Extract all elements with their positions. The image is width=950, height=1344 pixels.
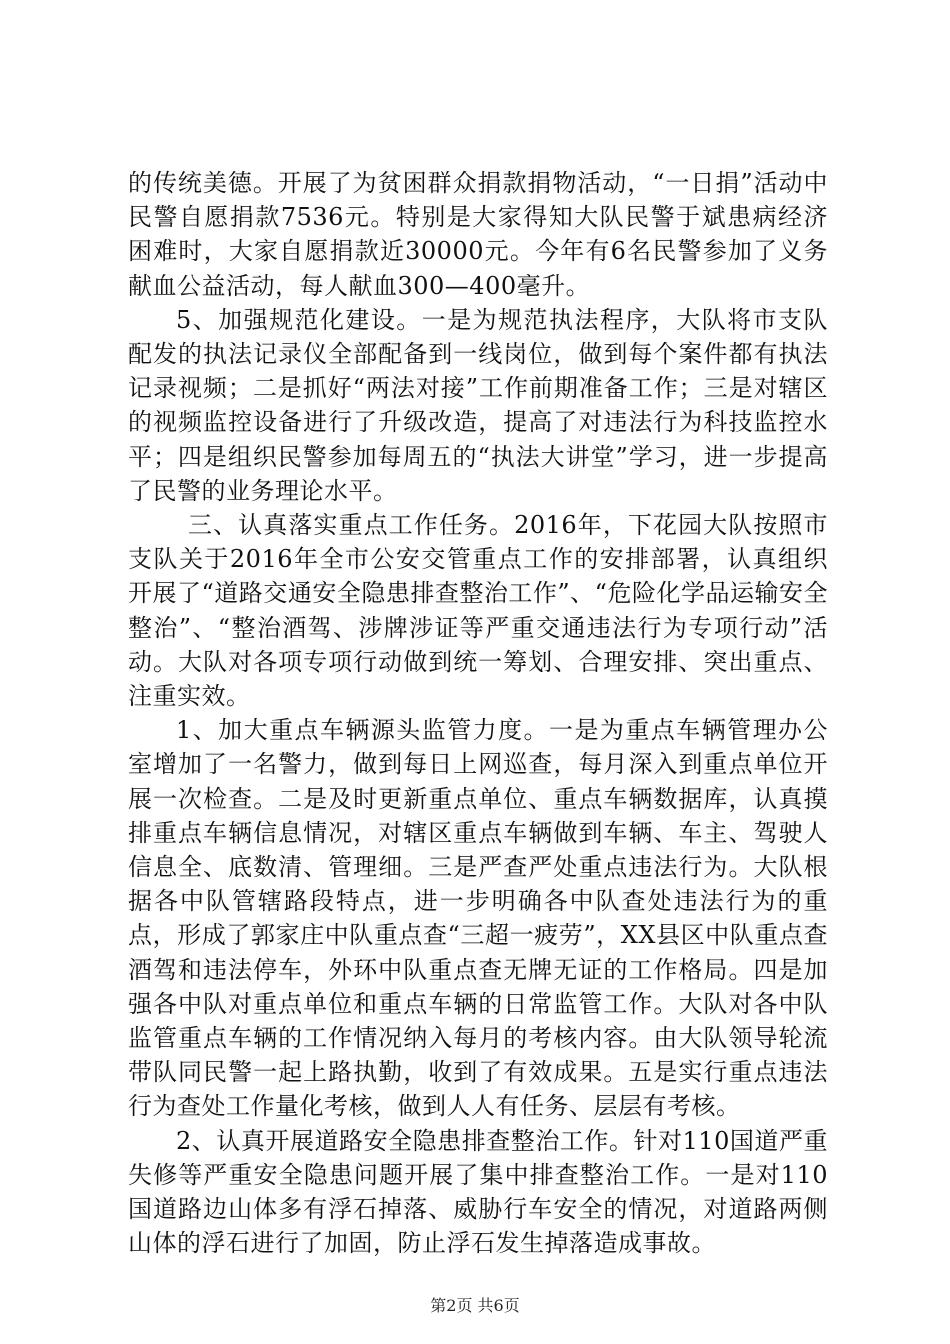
page-number-footer: 第2页 共6页 — [430, 1296, 520, 1315]
paragraph-road-hazards: 2、认真开展道路安全隐患排查整治工作。针对110国道严重失修等严重安全隐患问题开展了集中排查整治工作。一是对110国道路边山体多有浮石掉落、威胁行车安全的情况，对道路两侧山体的浮石进行了加固，防止浮石发生掉落造成事故。 — [128, 1126, 828, 1258]
paragraph-standardization: 5、加强规范化建设。一是为规范执法程序，大队将市支队配发的执法记录仪全部配备到一线岗位，做到每个案件都有执法记录视频；二是抓好“两法对接”工作前期准备工作；三是对辖区的视频监控设备进行了升级改造，提高了对违法行为科技监控水平；四是组织民警参加每周五的“执法大讲堂”学习，进一步提高了民警的业务理论水平。 — [128, 305, 828, 505]
paragraph-vehicle-supervision: 1、加大重点车辆源头监管力度。一是为重点车辆管理办公室增加了一名警力，做到每日上网巡查，每月深入到重点单位开展一次检查。二是及时更新重点单位、重点车辆数据库，认真摸排重点车辆信息情况，对辖区重点车辆做到车辆、车主、驾驶人信息全、底数清、管理细。三是严查严处重点违法行为。大队根据各中队管辖路段特点，进一步明确各中队查处违法行为的重点，形成了郭家庄中队重点查“三超一疲劳”，XX县区中队重点查酒驾和违法停车，外环中队重点查无牌无证的工作格局。四是加强各中队对重点单位和重点车辆的日常监管工作。大队对各中队监管重点车辆的工作情况纳入每月的考核内容。由大队领导轮流带队同民警一起上路执勤，收到了有效成果。五是实行重点违法行为查处工作量化考核，做到人人有任务、层层有考核。 — [128, 716, 828, 1121]
document-body — [128, 166, 828, 1261]
paragraph-key-tasks: 三、认真落实重点工作任务。2016年，下花园大队按照市支队关于2016年全市公安交管重点工作的安排部署，认真组织开展了“道路交通安全隐患排查整治工作”、“危险化学品运输安全整治”、“整治酒驾、涉牌涉证等严重交通违法行为专项行动”活动。大队对各项专项行动做到统一筹划、合理安排、突出重点、注重实效。 — [128, 511, 828, 711]
paragraph-continuation: 的传统美德。开展了为贫困群众捐款捐物活动，“一日捐”活动中民警自愿捐款7536元。特别是大家得知大队民警于斌患病经济困难时，大家自愿捐款近30000元。今年有6名民警参加了义务献血公益活动，每人献血300—400毫升。 — [128, 169, 828, 300]
